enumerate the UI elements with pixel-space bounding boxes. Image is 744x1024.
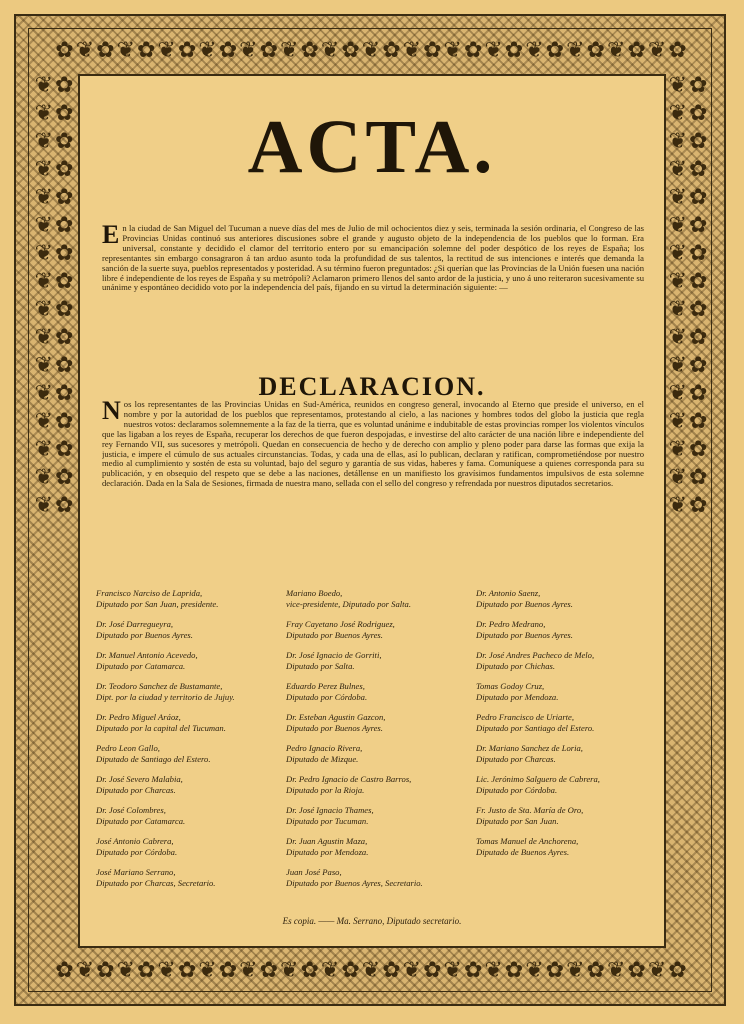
signatory-role: Diputado por Mendoza.	[286, 846, 369, 857]
paragraph-text: os los representantes de las Provincias Unidas en Sud-América, reunidos en congreso general, invocando al Eterno que preside el universo, en el nombre y por la autoridad de los pueblos que representamos, protestando al cielo, a las naciones y hombres todos del globo la justicia que regla nuestros votos: declaramos solemnemente a la faz de la tierra, que es voluntad unánime e indubitable de estas provincias romper los violentos vínculos que las ligaban a los reyes de España, recuperar los derechos de que fueron despojadas, e investirse del alto carácter de una nación libre e independiente del rey Fernando VII, sus sucesores y metrópoli. Quedan en consecuencia de hecho y de derecho con amplio y pleno poder para darse las formas que exija la justicia, e impere el cúmulo de sus actuales circunstancias. Todas, y cada una de ellas, así lo publican, declaran y ratifican, comprometiéndose por nuestro medio al cumplimiento y sostén de esta su voluntad, bajo del seguro y garantía de sus vidas, haberes y fama. Comuníquese a quienes corresponda para su publicación, y en obsequio del respeto que se debe a las naciones, detállense en un manifiesto los gravísimos fundamentos impulsivos de esta solemne declaración. Dada en la Sala de Sesiones, firmada de nuestra mano, sellada con el sello del congreso y refrendada por nuestros diputados secretarios.	[102, 400, 644, 489]
signatory-role: Diputado por Tucuman.	[286, 815, 369, 826]
signatory-name: Dr. Antonio Saenz,	[476, 588, 541, 598]
signatory-role: Diputado por la capital del Tucuman.	[96, 722, 226, 733]
signatory-role: Diputado por Córdoba.	[96, 846, 178, 857]
dropcap: E	[102, 224, 120, 249]
signatory-role: Diputado por Buenos Ayres.	[476, 598, 573, 609]
signatory-role: Diputado por Buenos Ayres.	[476, 629, 573, 640]
signatory-role: Diputado por San Juan.	[476, 815, 559, 826]
signatory	[286, 743, 466, 764]
signatory-role: Diputado por Buenos Ayres.	[286, 629, 383, 640]
paragraph-acta	[102, 224, 644, 364]
signatory-name: Dr. Mariano Sanchez de Loria,	[476, 743, 583, 753]
signatory	[286, 836, 466, 857]
signatory	[476, 867, 656, 888]
signatory-name: Pedro Leon Gallo,	[96, 743, 160, 753]
signatory	[476, 588, 656, 609]
dropcap: N	[102, 400, 121, 425]
signatory	[96, 805, 276, 826]
signatory	[286, 774, 466, 795]
signatory-name: Dr. Pedro Miguel Aráoz,	[96, 712, 181, 722]
signatory-name: Lic. Jerónimo Salguero de Cabrera,	[476, 774, 600, 784]
signatory	[476, 619, 656, 640]
signatory-name: Pedro Francisco de Uriarte,	[476, 712, 575, 722]
signatory-name: Mariano Boedo,	[286, 588, 343, 598]
signatory-name: Tomas Manuel de Anchorena,	[476, 836, 579, 846]
signatory-role: Diputado por Charcas.	[96, 784, 176, 795]
signatory	[96, 743, 276, 764]
signatory-role: vice-presidente, Diputado por Salta.	[286, 598, 411, 609]
signatory-name: Fr. Justo de Sta. María de Oro,	[476, 805, 584, 815]
ornament-bottom: ✿❦✿❦✿❦✿❦✿❦✿❦✿❦✿❦✿❦✿❦✿❦✿❦✿❦✿❦✿❦✿	[55, 958, 689, 983]
signatory-role: Diputado por Mendoza.	[476, 691, 559, 702]
signatory	[96, 774, 276, 795]
text-panel	[78, 74, 666, 948]
signatory-role: Diputado por Salta.	[286, 660, 355, 671]
signatory	[476, 743, 656, 764]
signatory-role: Diputado por Buenos Ayres.	[96, 629, 193, 640]
signatory-role: Diputado por Buenos Ayres.	[286, 722, 383, 733]
signatory-role: Diputado de Mizque.	[286, 753, 359, 764]
signatories-grid	[96, 588, 656, 888]
signatory-name: Pedro Ignacio Rivera,	[286, 743, 363, 753]
signatory-role: Diputado por Santiago del Estero.	[476, 722, 595, 733]
signatory	[286, 805, 466, 826]
paragraph-declaracion	[102, 400, 644, 578]
signatory	[286, 619, 466, 640]
signatory-role: Diputado por la Rioja.	[286, 784, 365, 795]
signatory-role: Diputado por Chichas.	[476, 660, 556, 671]
signatory-name: Dr. Pedro Medrano,	[476, 619, 546, 629]
signatory-name: Fray Cayetano José Rodriguez,	[286, 619, 395, 629]
paragraph-text: n la ciudad de San Miguel del Tucuman a nueve días del mes de Julio de mil ochocientos diez y seis, terminada la sesión ordinaria, el Congreso de las Provincias Unidas continuó sus anteriores discusiones sobre el grande y augusto objeto de la independencia de los pueblos que lo forman. Era universal, constante y decidido el clamor del territorio entero por su emancipación solemne del poder despótico de los reyes de España; los representantes sin embargo consagraron á tan arduo asunto toda la profundidad de sus talentos, la rectitud de sus intenciones e interés que demanda la sanción de la suerte suya, pueblos representados y posteridad. A su término fueron preguntados: ¿Si querían que las Provincias de la Unión fuesen una nación libre é independiente de los reyes de España y su metrópoli? Aclamaron primero llenos del santo ardor de la justicia, y uno á uno reiteraron sucesivamente su unánime y espontáneo decidido voto por la independencia del país, fijando en su virtud la determinación siguiente: —	[102, 224, 644, 293]
signatory	[476, 805, 656, 826]
signatory	[476, 712, 656, 733]
signatory-name: Dr. Manuel Antonio Acevedo,	[96, 650, 198, 660]
signatory-name: Dr. José Severo Malabia,	[96, 774, 183, 784]
signatory	[286, 681, 466, 702]
signatory-role: Diputado de Santiago del Estero.	[96, 753, 211, 764]
signatory	[286, 588, 466, 609]
signatory	[96, 681, 276, 702]
document-title: ACTA.	[247, 105, 497, 189]
signatory-role: Diputado por Charcas.	[476, 753, 556, 764]
signatory-name: Dr. José Colombres,	[96, 805, 166, 815]
signatory	[96, 867, 276, 888]
signatory	[96, 650, 276, 671]
ornament-left: ❦✿❦✿❦✿❦✿❦✿❦✿❦✿❦✿❦✿❦✿❦✿❦✿❦✿❦✿❦✿❦✿	[34, 73, 76, 518]
signatory	[286, 650, 466, 671]
signatory-name: Eduardo Perez Bulnes,	[286, 681, 365, 691]
signatory	[96, 588, 276, 609]
signatory-name: Dr. Pedro Ignacio de Castro Barros,	[286, 774, 412, 784]
signatory-name: Dr. José Ignacio de Gorriti,	[286, 650, 382, 660]
signatory-name: Tomas Godoy Cruz,	[476, 681, 545, 691]
signatory	[96, 836, 276, 857]
signatory-name: Juan José Paso,	[286, 867, 342, 877]
declaration-heading: DECLARACION.	[258, 372, 486, 401]
signatory-role: Diputado por Charcas, Secretario.	[96, 877, 216, 888]
signatory	[476, 681, 656, 702]
signatory-name: José Antonio Cabrera,	[96, 836, 174, 846]
signatory-role: Diputado por Catamarca.	[96, 815, 186, 826]
signatory-role: Diputado por Catamarca.	[96, 660, 186, 671]
signatory-name: Francisco Narciso de Laprida,	[96, 588, 203, 598]
signatory-role: Diputado por Córdoba.	[286, 691, 368, 702]
signatory	[476, 774, 656, 795]
signatory-name: Dr. Esteban Agustin Gazcon,	[286, 712, 386, 722]
signatory	[286, 712, 466, 733]
signatory-role: Diputado por Buenos Ayres, Secretario.	[286, 877, 423, 888]
signatory-role: Diputado por San Juan, presidente.	[96, 598, 219, 609]
signatory	[96, 619, 276, 640]
signatory-name: Dr. Juan Agustin Maza,	[286, 836, 368, 846]
signatory-role: Diputado por Córdoba.	[476, 784, 558, 795]
ornament-right: ❦✿❦✿❦✿❦✿❦✿❦✿❦✿❦✿❦✿❦✿❦✿❦✿❦✿❦✿❦✿❦✿	[668, 73, 710, 518]
signatory	[96, 712, 276, 733]
signatory-name: Dr. José Andres Pacheco de Melo,	[476, 650, 595, 660]
signatory-name: Dr. José Darregueyra,	[96, 619, 174, 629]
signatory	[476, 650, 656, 671]
signatory-name: Dr. Teodoro Sanchez de Bustamante,	[96, 681, 223, 691]
signatory-name: Dr. José Ignacio Thames,	[286, 805, 374, 815]
signatory-role: Diputado de Buenos Ayres.	[476, 846, 570, 857]
signatory-role: Dipt. por la ciudad y territorio de Jujuy.	[96, 691, 235, 702]
footer-note: Es copia. —— Ma. Serrano, Diputado secretario.	[282, 916, 462, 926]
signatory-name: José Mariano Serrano,	[96, 867, 176, 877]
ornament-top: ✿❦✿❦✿❦✿❦✿❦✿❦✿❦✿❦✿❦✿❦✿❦✿❦✿❦✿❦✿❦✿	[55, 38, 689, 63]
signatory	[476, 836, 656, 857]
signatory	[286, 867, 466, 888]
